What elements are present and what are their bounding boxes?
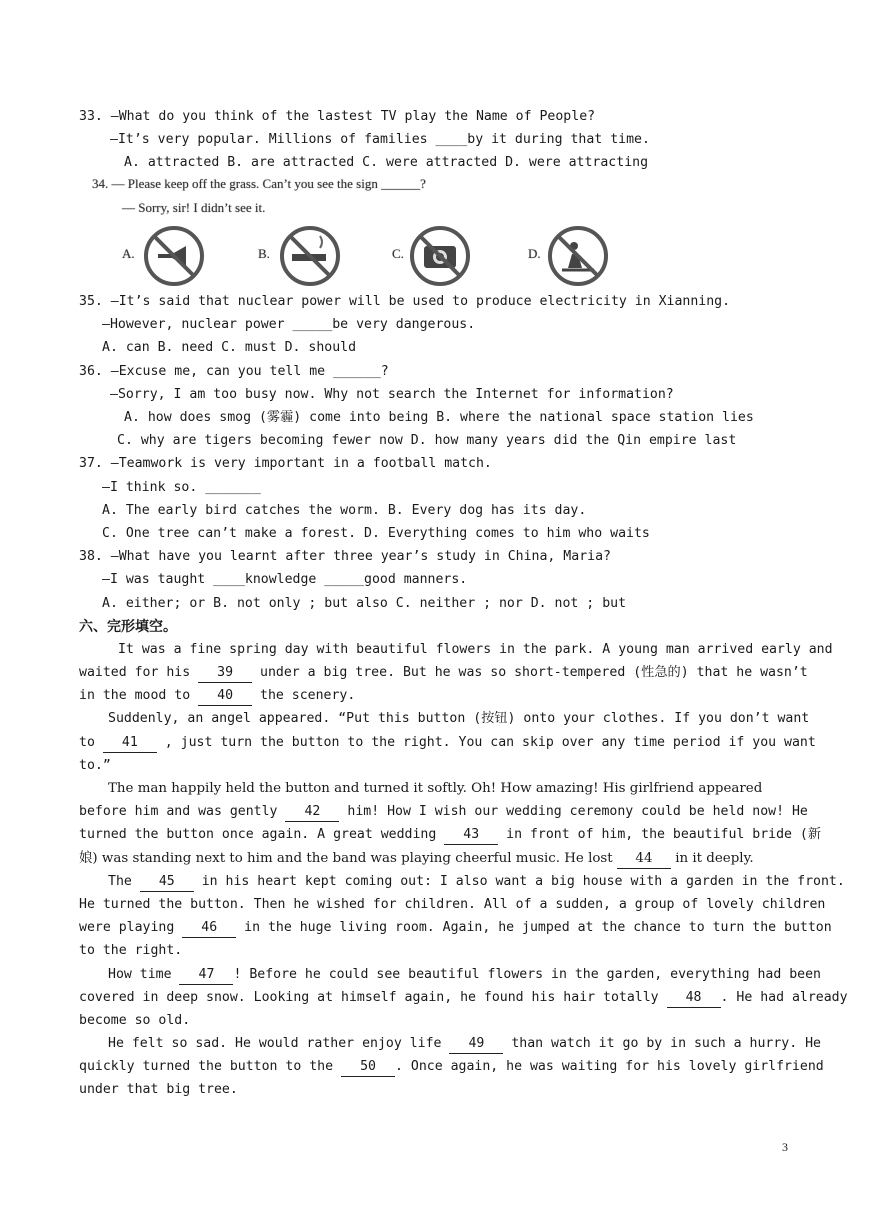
passage-line	[79, 1058, 824, 1077]
q34-label-a: A.	[122, 246, 135, 261]
q33-answer: —It’s very popular. Millions of families ____by it during that time.	[110, 132, 650, 147]
blank-49[interactable]: 49	[449, 1035, 503, 1054]
passage-line	[79, 687, 355, 706]
q34-label-c: C.	[392, 246, 404, 261]
text: How time	[108, 967, 180, 982]
text: quickly turned the button to the	[79, 1059, 342, 1074]
text: . Once again, he was waiting for his lovely girlfriend	[395, 1059, 824, 1074]
text: in it deeply.	[670, 851, 754, 866]
text: were playing	[79, 920, 183, 935]
q34-label-d: D.	[528, 246, 541, 261]
q34-label-b: B.	[258, 246, 270, 261]
q34-question: 34. — Please keep off the grass. Can’t you see the sign ______?	[92, 176, 426, 191]
blank-40[interactable]: 40	[198, 687, 252, 706]
passage-line: to.”	[79, 758, 111, 773]
text: in front of him, the beautiful bride (新	[498, 827, 822, 842]
passage-line	[79, 826, 821, 845]
blank-41[interactable]: 41	[103, 734, 157, 753]
q36-answer: —Sorry, I am too busy now. Why not search the Internet for information?	[110, 387, 674, 402]
blank-50[interactable]: 50	[341, 1058, 395, 1077]
passage-line	[108, 1035, 821, 1054]
q36-question: 36. —Excuse me, can you tell me ______?	[79, 364, 389, 379]
passage-line	[79, 803, 808, 822]
q37-answer: —I think so. _______	[102, 480, 261, 495]
passage-line: become so old.	[79, 1013, 191, 1028]
blank-44[interactable]: 44	[617, 850, 671, 869]
no-horn-icon	[142, 224, 206, 288]
page-number: 3	[782, 1140, 788, 1154]
q36-options-2: C. why are tigers becoming fewer now D. how many years did the Qin empire last	[117, 433, 737, 448]
q38-question: 38. —What have you learnt after three year’s study in China, Maria?	[79, 549, 611, 564]
q36-options-1: A. how does smog (雾霾) come into being B. where the national space station lies	[124, 410, 754, 425]
text: in his heart kept coming out: I also want a big house with a garden in the front.	[193, 874, 845, 889]
passage-line: to the right.	[79, 943, 183, 958]
passage-line	[79, 664, 808, 683]
text: ! Before he could see beautiful flowers in the garden, everything had been	[233, 967, 821, 982]
text: before him and was gently	[79, 804, 286, 819]
passage-line: It was a fine spring day with beautiful flowers in the park. A young man arrived early and	[118, 642, 833, 657]
passage-line: He turned the button. Then he wished for children. All of a sudden, a group of lovely children	[79, 897, 826, 912]
q34-answer: — Sorry, sir! I didn’t see it.	[122, 200, 266, 215]
blank-42[interactable]: 42	[285, 803, 339, 822]
blank-45[interactable]: 45	[140, 873, 194, 892]
passage-line	[79, 919, 832, 938]
passage-line	[108, 966, 821, 985]
text: the scenery.	[252, 688, 356, 703]
q38-answer: —I was taught ____knowledge _____good manners.	[102, 572, 468, 587]
text: waited for his	[79, 665, 199, 680]
text: in the mood to	[79, 688, 199, 703]
text: him! How I wish our wedding ceremony could be held now! He	[339, 804, 808, 819]
blank-39[interactable]: 39	[198, 664, 252, 683]
q33-question: 33. —What do you think of the lastest TV play the Name of People?	[79, 109, 596, 124]
passage-line: under that big tree.	[79, 1082, 238, 1097]
passage-line	[79, 734, 816, 753]
blank-47[interactable]: 47	[179, 966, 233, 985]
q37-options-1: A. The early bird catches the worm. B. Every dog has its day.	[102, 503, 587, 518]
text: 娘) was standing next to him and the band was playing cheerful music. He lost	[79, 851, 617, 866]
q35-question: 35. —It’s said that nuclear power will be used to produce electricity in Xianning.	[79, 294, 731, 309]
q35-options: A. can B. need C. must D. should	[102, 340, 357, 355]
no-walking-on-grass-icon	[546, 224, 610, 288]
text: . He had already	[720, 990, 848, 1005]
text: than watch it go by in such a hurry. He	[503, 1036, 821, 1051]
text: turned the button once again. A great wedding	[79, 827, 445, 842]
q37-question: 37. —Teamwork is very important in a football match.	[79, 456, 492, 471]
blank-46[interactable]: 46	[182, 919, 236, 938]
q33-options: A. attracted B. are attracted C. were attracted D. were attracting	[124, 155, 649, 170]
text: in the huge living room. Again, he jumped at the chance to turn the button	[236, 920, 832, 935]
no-photography-icon	[408, 224, 472, 288]
q37-options-2: C. One tree can’t make a forest. D. Everything comes to him who waits	[102, 526, 650, 541]
passage-line: The man happily held the button and turned it softly. Oh! How amazing! His girlfriend appeared	[108, 781, 763, 796]
q38-options: A. either; or B. not only ; but also C. neither ; nor D. not ; but	[102, 596, 627, 611]
text: to	[79, 735, 103, 750]
section-heading: 六、完形填空。	[79, 619, 177, 635]
passage-line: Suddenly, an angel appeared. “Put this button (按钮) onto your clothes. If you don’t want	[108, 711, 810, 726]
text: The	[108, 874, 140, 889]
passage-line	[108, 873, 845, 892]
text: He felt so sad. He would rather enjoy life	[108, 1036, 450, 1051]
no-smoking-icon	[278, 224, 342, 288]
passage-line	[79, 989, 848, 1008]
passage-line	[79, 850, 754, 869]
blank-48[interactable]: 48	[667, 989, 721, 1008]
blank-43[interactable]: 43	[444, 826, 498, 845]
q35-answer: —However, nuclear power _____be very dangerous.	[102, 317, 476, 332]
text: covered in deep snow. Looking at himself again, he found his hair totally	[79, 990, 667, 1005]
q34-image-block	[88, 174, 688, 292]
text: under a big tree. But he was so short-tempered (性急的) that he wasn’t	[252, 665, 808, 680]
text: , just turn the button to the right. You can skip over any time period if you want	[156, 735, 816, 750]
